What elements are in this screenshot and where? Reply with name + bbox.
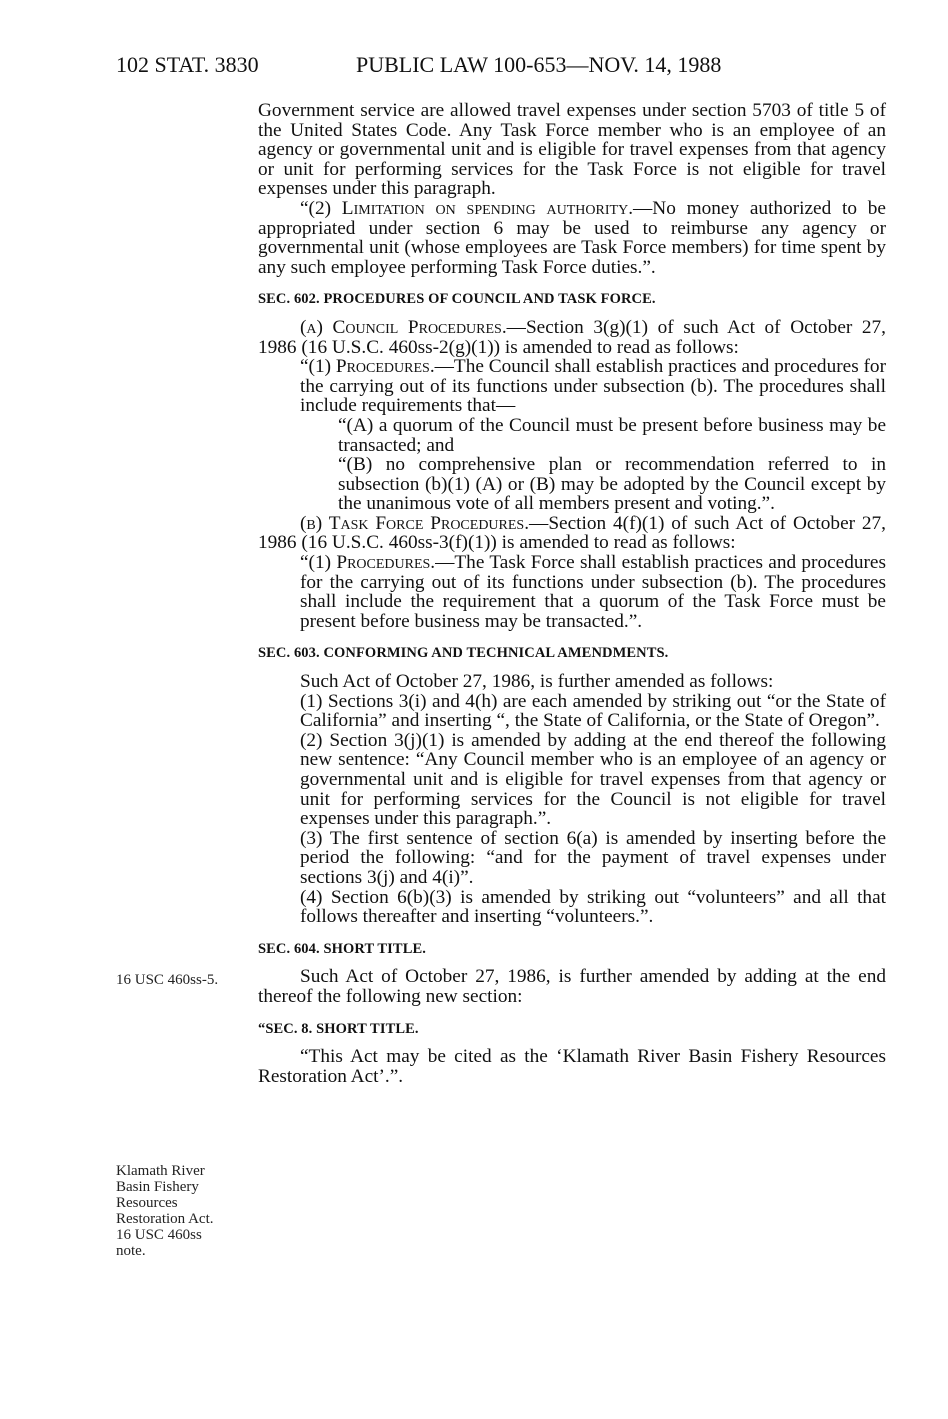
document-body [258,101,886,1086]
paragraph-quorum-A: “(A) a quorum of the Council must be present before business may be transacted; and [338,414,886,456]
limitation-text: —No money authorized to be appropriated under section 6 may be used to reimburse any agency or governmental unit (whose employees are Task Force members) for time spent by any such employee performing Task Force duties.”. [258,197,886,278]
limitation-heading: “(2) Limitation on spending authority. [300,197,634,219]
paragraph-603-2: (2) Section 3(j)(1) is amended by adding at the end thereof the following new sentence: “Any Council member who is an employee of an agency or governmental unit and is eligible for travel expenses from that agency or unit for performing services for the Council is not eligible for travel expenses under this paragraph.”. [300,729,886,830]
section-602-heading: SEC. 602. PROCEDURES OF COUNCIL AND TASK FORCE. [258,291,656,308]
council-procedures-1-heading: “(1) Procedures. [300,356,435,378]
section-8-heading: “SEC. 8. SHORT TITLE. [258,1020,419,1037]
margin-note-line: Resources [116,1195,178,1211]
margin-note-klamath [116,1163,214,1259]
paragraph-task-force-procedures-1 [258,553,886,631]
paragraph-task-force-procedures [258,514,886,553]
paragraph-plan-B: “(B) no comprehensive plan or recommendation referred to in subsection (b)(1) (A) or (B) may be adopted by the Council except by the unanimous vote of all members present and voting.”. [338,454,886,515]
section-604-heading: SEC. 604. SHORT TITLE. [258,940,426,957]
paragraph-603-4: (4) Section 6(b)(3) is amended by striking out “volunteers” and all that follows thereafter and inserting “volunteers.”. [300,886,886,928]
paragraph-limitation [258,199,886,277]
council-procedures-text: —Section 3(g)(1) of such Act of October 27, 1986 (16 U.S.C. 460ss-2(g)(1)) is amended to read as follows: [258,316,886,358]
margin-note-text: 16 USC 460ss-5. [116,972,219,988]
task-force-procedures-1-heading: “(1) Procedures. [300,552,436,574]
task-force-procedures-heading: (b) Task Force Procedures. [300,512,530,534]
paragraph-603-3: (3) The first sentence of section 6(a) is amended by inserting before the period the following: “and for the payment of travel expenses under sections 3(j) and 4(i)”. [300,827,886,888]
paragraph-603-1: (1) Sections 3(i) and 4(h) are each amended by striking out “or the State of California” and inserting “, the State of California, or the State of Oregon”. [300,690,886,732]
margin-note-line: Restoration Act. [116,1211,214,1227]
council-procedures-1-text: —The Council shall establish practices and procedures for the carrying out of its functions under subsection (b). The procedures shall include requirements that— [300,356,886,417]
paragraph-council-procedures-1 [258,357,886,416]
margin-note-line: Basin Fishery [116,1179,199,1195]
paragraph-council-procedures [258,318,886,357]
stat-page-number: 102 STAT. 3830 [116,52,259,77]
task-force-procedures-1-text: —The Task Force shall establish practices and procedures for the carrying out of its functions under subsection (b). The procedures shall include the requirement that a quorum of the Task Force must be present before business may be transacted.”. [300,552,886,632]
margin-note-460ss-5 [116,972,218,988]
council-procedures-heading: (a) Council Procedures. [300,316,507,338]
margin-note-line: note. [116,1243,146,1259]
margin-note-line: Klamath River [116,1163,205,1179]
task-force-procedures-text: —Section 4(f)(1) of such Act of October 27, 1986 (16 U.S.C. 460ss-3(f)(1)) is amended to read as follows: [258,512,887,554]
margin-note-line: 16 USC 460ss [116,1227,202,1243]
paragraph-603-intro: Such Act of October 27, 1986, is further amended as follows: [300,671,774,693]
paragraph-604-intro: Such Act of October 27, 1986, is further amended by adding at the end thereof the following new section: [258,966,886,1007]
public-law-title: PUBLIC LAW 100-653—NOV. 14, 1988 [356,52,722,77]
paragraph-short-title: “This Act may be cited as the ‘Klamath River Basin Fishery Resources Restoration Act’.”. [258,1046,886,1087]
section-603-heading: SEC. 603. CONFORMING AND TECHNICAL AMENDMENTS. [258,645,669,662]
paragraph-travel-expenses: Government service are allowed travel expenses under section 5703 of title 5 of the United States Code. Any Task Force member who is an employee of an agency or governmental unit and is eligible for travel expenses from that agency or unit for performing services for the Task Force is not eligible for travel expenses under this paragraph. [258,100,886,200]
